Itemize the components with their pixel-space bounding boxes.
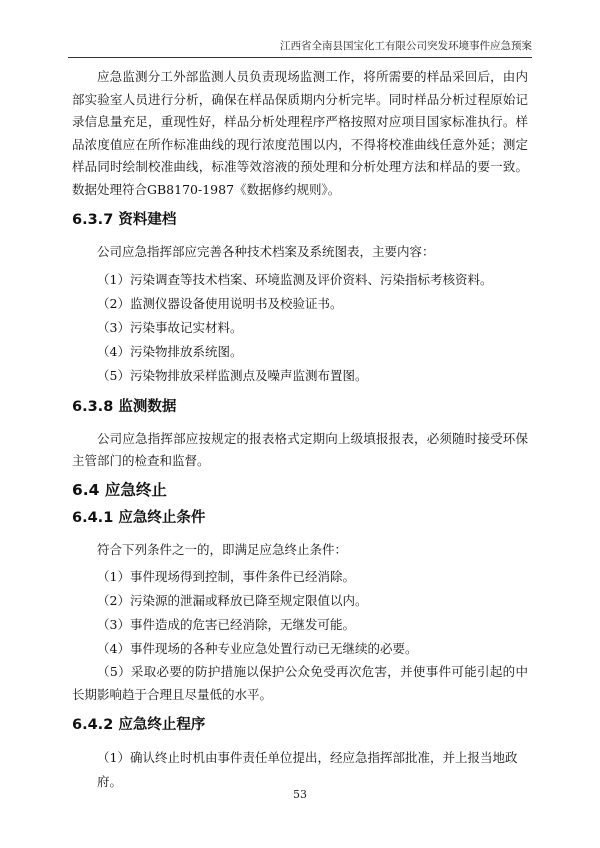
list-item: （4）污染物排放系统图。 [97,343,243,359]
list-item: （1）确认终止时机由事件责任单位提出，经应急指挥部批准，并上报当地政府。 [97,750,518,789]
list-item: （3）事件造成的危害已经消除，无继发可能。 [97,617,355,632]
heading-6-4-1: 6.4.1 应急终止条件 [72,509,206,526]
list-item: （2）污染源的泄漏或释放已降至规定限值以内。 [97,593,368,608]
page-header: 江西省全南县国宝化工有限公司突发环境事件应急预案 [68,38,532,58]
list-item: （4）事件现场的各种专业应急处置行动已无继续的必要。 [97,641,418,656]
heading-6-3-8: 6.3.8 监测数据 [72,398,177,415]
page-number: 53 [293,788,307,801]
list-item: （5）污染物排放采样监测点及噪声监测布置图。 [97,367,368,383]
intro-paragraph: 应急监测分工外部监测人员负责现场监测工作，将所需要的样品采回后，由内部实验室人员进行分析，确保在样品保质期内分析完毕。同时样品分析过程原始记录信息量充足，重现性好，样品分析处理程序严格按照对应项目国家标准执行。样品浓度值应在所作标准曲线的现行浓度范围以内，不得将校准曲线任意外延；测定样品同时绘制校准曲线，标准等效溶液的预处理和分析处理方法和样品的要一致。数据处理符合GB8170-1987《数据修约规则》。 [72,69,528,197]
list-item: （2）监测仪器设备使用说明书及校验证书。 [97,295,343,311]
heading-6-4-2: 6.4.2 应急终止程序 [72,717,206,733]
section-638-paragraph: 公司应急指挥部应按规定的报表格式定期向上级填报报表，必须随时接受环保主管部门的检查和监督。 [72,430,528,468]
section-637-intro: 公司应急指挥部应完善各种技术档案及系统图表，主要内容： [97,244,435,259]
list-item: （1）污染调查等技术档案、环境监测及评价资料、污染指标考核资料。 [97,271,493,287]
list-item: （3）污染事故记实材料。 [97,319,243,335]
heading-6-4: 6.4 应急终止 [72,480,167,499]
list-item: （5）采取必要的防护措施以保护公众免受再次危害，并使事件可能引起的中长期影响趋于合理且尽量低的水平。 [72,664,528,702]
document-body [72,66,528,794]
list-item: （1）事件现场得到控制，事件条件已经消除。 [97,569,355,584]
heading-6-3-7: 6.3.7 资料建档 [72,212,177,228]
section-641-intro: 符合下列条件之一的，即满足应急终止条件： [97,541,348,557]
